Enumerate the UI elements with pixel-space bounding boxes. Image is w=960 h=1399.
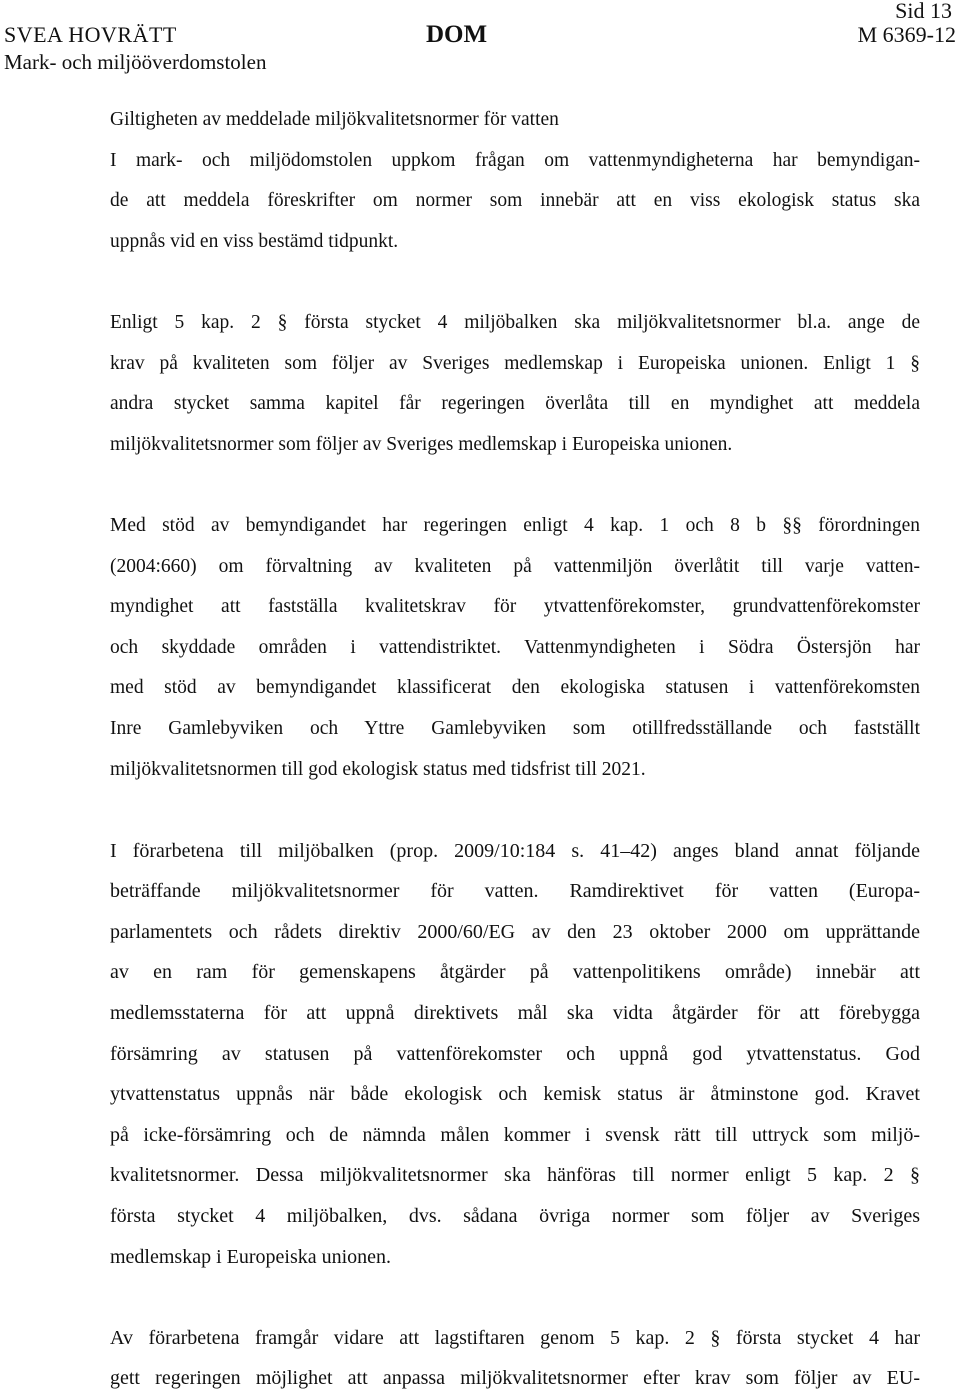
- paragraph-line: på icke-försämring och de nämnda målen kommer i svensk rätt till uttryck som miljö-: [110, 1123, 920, 1146]
- paragraph-line: (2004:660) om förvaltning av kvaliteten på vattenmiljön överlåtit till varje vatten-: [110, 555, 920, 577]
- paragraph-line: Enligt 5 kap. 2 § första stycket 4 miljöbalken ska miljökvalitetsnormer bl.a. ange de: [110, 311, 920, 333]
- paragraph-5: [110, 1318, 920, 1399]
- paragraph-line: I förarbetena till miljöbalken (prop. 2009/10:184 s. 41–42) anges bland annat följande: [110, 839, 920, 862]
- paragraph-2: [110, 303, 920, 465]
- paragraph-line: kvalitetsnormer. Dessa miljökvalitetsnormer ska hänföras till normer enligt 5 kap. 2 §: [110, 1164, 920, 1187]
- paragraph-line: försämring av statusen på vattenförekomster och uppnå god ytvattenstatus. God: [110, 1042, 920, 1065]
- paragraph-line: miljökvalitetsnormen till god ekologisk status med tidsfrist till 2021.: [110, 758, 646, 780]
- paragraph-line: parlamentets och rådets direktiv 2000/60/EG av den 23 oktober 2000 om upprättande: [110, 920, 920, 943]
- paragraph-1: [110, 141, 920, 263]
- subcourt-name: Mark- och miljööverdomstolen: [4, 50, 267, 74]
- paragraph-line: ytvattenstatus uppnås när både ekologisk och kemisk status är åtminstone god. Kravet: [110, 1083, 920, 1106]
- page-number: Sid 13: [895, 0, 952, 23]
- paragraph-line: av en ram för gemenskapens åtgärder på vattenpolitikens område) innebär att: [110, 961, 920, 984]
- court-name: SVEA HOVRÄTT: [4, 22, 177, 47]
- document-type: DOM: [426, 21, 488, 48]
- paragraph-line: gett regeringen möjlighet att anpassa miljökvalitetsnormer efter krav som följer av EU-: [110, 1367, 920, 1390]
- paragraph-line: Inre Gamlebyviken och Yttre Gamlebyviken som otillfredsställande och fastställt: [110, 717, 920, 739]
- paragraph-line: med stöd av bemyndigandet klassificerat den ekologiska statusen i vattenförekomsten: [110, 677, 920, 699]
- document-body: [110, 100, 920, 1399]
- paragraph-line: myndighet att fastställa kvalitetskrav för ytvattenförekomster, grundvattenförekomster: [110, 596, 920, 618]
- paragraph-line: Med stöd av bemyndigandet har regeringen enligt 4 kap. 1 och 8 b §§ förordningen: [110, 514, 920, 536]
- paragraph-line: I mark- och miljödomstolen uppkom frågan om vattenmyndigheterna har bemyndigan-: [110, 149, 920, 171]
- paragraph-line: beträffande miljökvalitetsnormer för vatten. Ramdirektivet för vatten (Europa-: [110, 880, 920, 903]
- paragraph-line: de att meddela föreskrifter om normer som innebär att en viss ekologisk status ska: [110, 190, 920, 212]
- paragraph-line: och skyddade områden i vattendistriktet. Vattenmyndigheten i Södra Östersjön har: [110, 636, 920, 658]
- paragraph-line: Av förarbetena framgår vidare att lagstiftaren genom 5 kap. 2 § första stycket 4 har: [110, 1326, 920, 1349]
- paragraph-4: [110, 831, 920, 1278]
- case-number: M 6369-12: [857, 22, 956, 47]
- paragraph-line: krav på kvaliteten som följer av Sveriges medlemskap i Europeiska unionen. Enligt 1 §: [110, 352, 920, 374]
- paragraph-line: medlemskap i Europeiska unionen.: [110, 1245, 392, 1268]
- paragraph-line: första stycket 4 miljöbalken, dvs. sådana övriga normer som följer av Sveriges: [110, 1205, 920, 1228]
- paragraph-line: medlemsstaterna för att uppnå direktivets mål ska vidta åtgärder för att förebygga: [110, 1002, 920, 1025]
- section-heading: Giltigheten av meddelade miljökvalitetsnormer för vatten: [110, 109, 559, 130]
- paragraph-3: [110, 506, 920, 790]
- page-header: [0, 0, 960, 80]
- paragraph-line: miljökvalitetsnormer som följer av Sveriges medlemskap i Europeiska unionen.: [110, 433, 733, 455]
- paragraph-line: andra stycket samma kapitel får regeringen överlåta till en myndighet att meddela: [110, 393, 920, 415]
- paragraph-line: uppnås vid en viss bestämd tidpunkt.: [110, 230, 399, 252]
